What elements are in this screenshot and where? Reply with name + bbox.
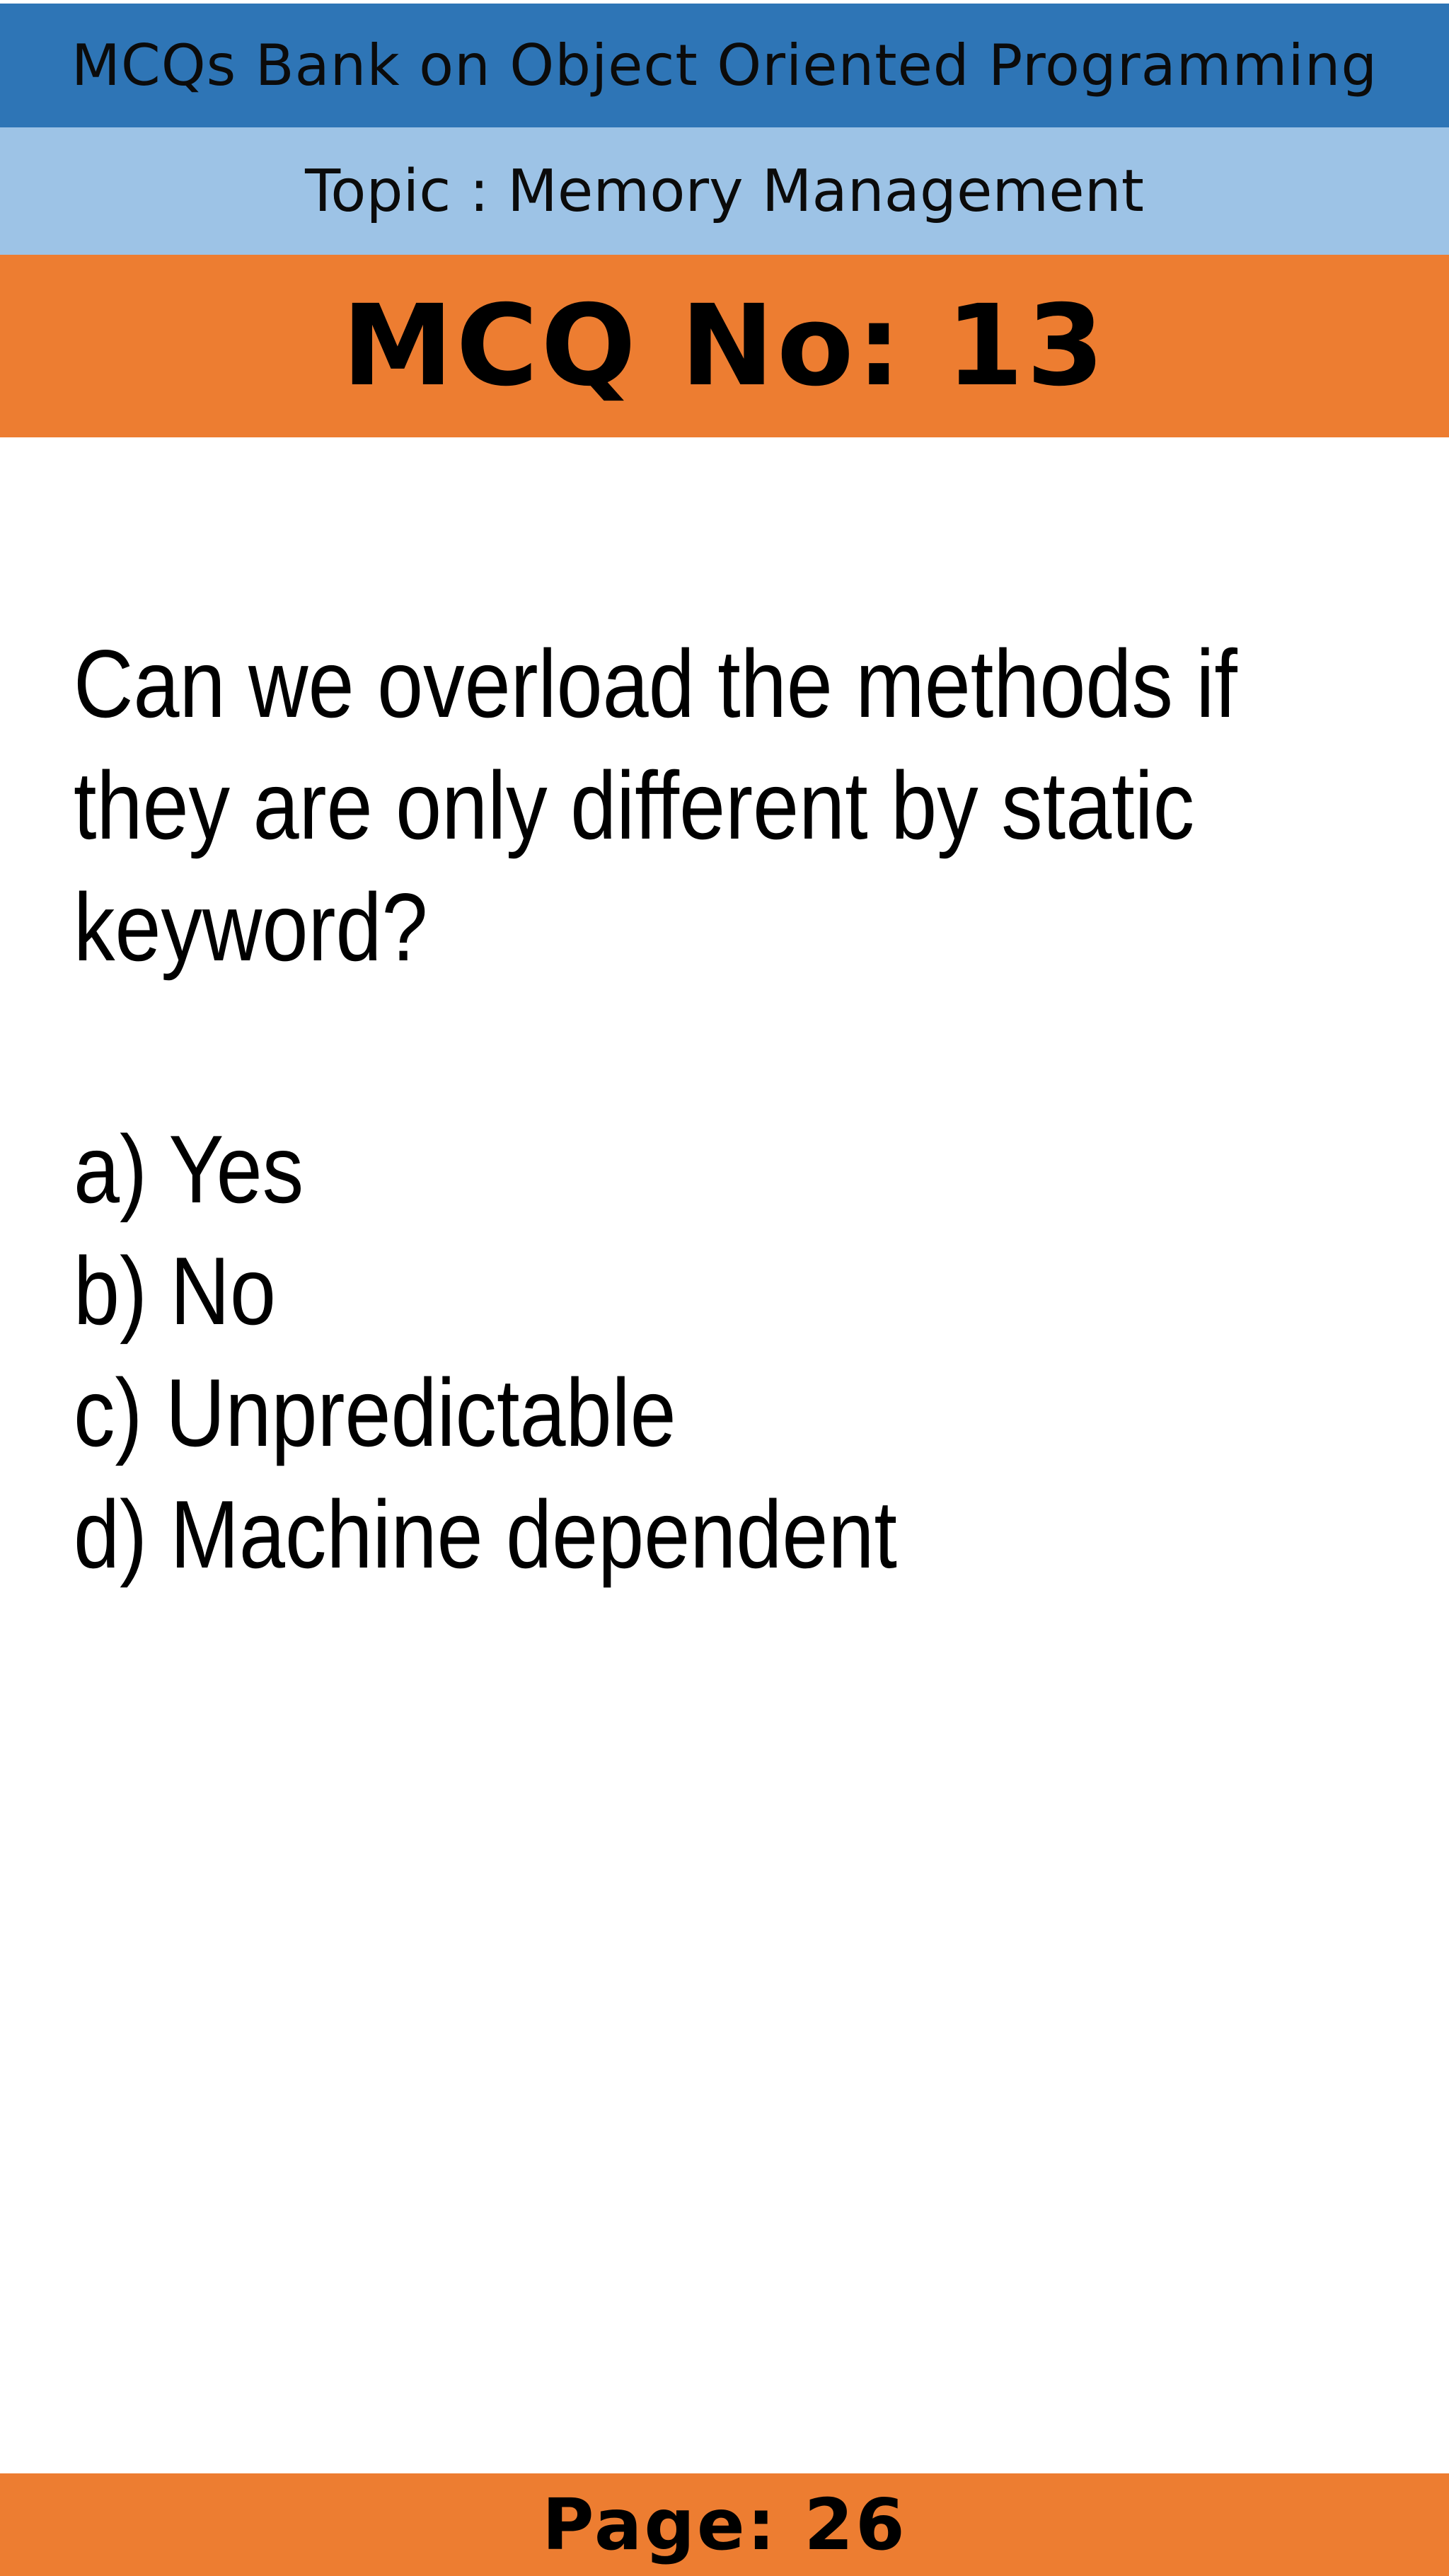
topic-band — [0, 127, 1449, 255]
page-footer — [0, 2473, 1449, 2576]
option-b: b) No — [74, 1237, 277, 1345]
mcq-number-band — [0, 255, 1449, 437]
bank-header — [0, 4, 1449, 127]
option-c: c) Unpredictable — [74, 1359, 676, 1466]
question-text: Can we overload the methods if they are only different by static keyword? — [74, 630, 1237, 981]
option-a: a) Yes — [74, 1115, 304, 1223]
answer-options — [74, 1108, 1031, 1595]
page-number: Page: 26 — [542, 2483, 907, 2566]
mcq-number: MCQ No: 13 — [342, 281, 1107, 411]
option-d: d) Machine dependent — [74, 1480, 897, 1588]
topic-label: Topic : Memory Management — [305, 157, 1144, 225]
question-content — [74, 623, 1390, 1588]
bank-title: MCQs Bank on Object Oriented Programming — [71, 33, 1378, 98]
